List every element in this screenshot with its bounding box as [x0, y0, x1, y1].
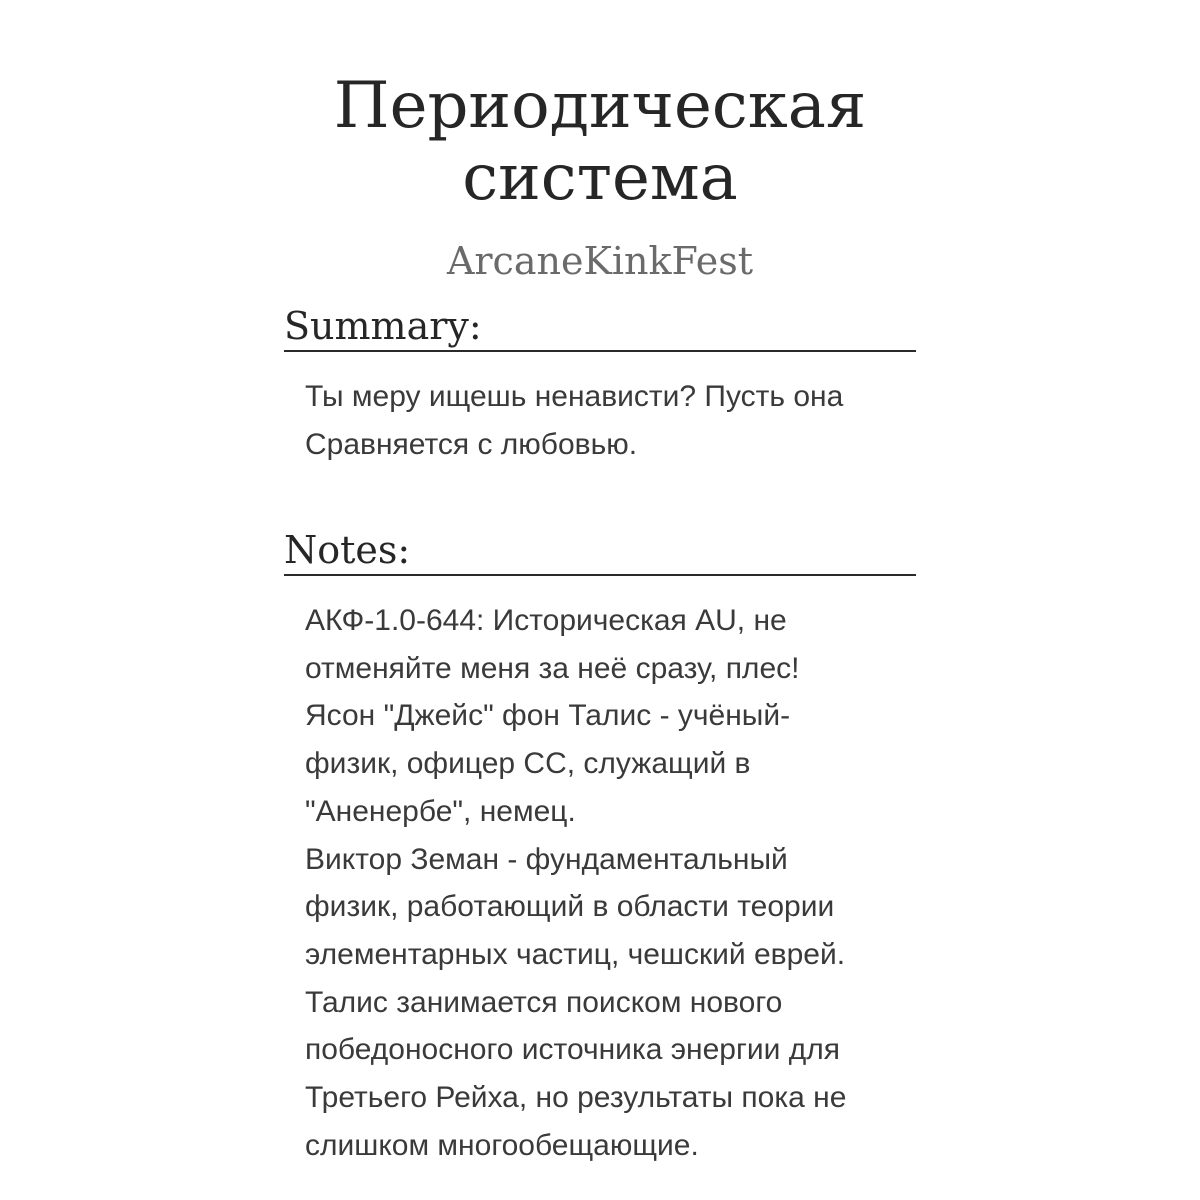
work-title [200, 70, 1000, 214]
notes-line: Талис занимается поиском нового [305, 985, 783, 1019]
notes-line: физик, офицер СС, служащий в [305, 747, 751, 781]
notes-text [305, 597, 915, 1169]
summary-text [305, 373, 915, 469]
author-name[interactable]: ArcaneKinkFest [446, 239, 754, 283]
summary-line: Ты меру ищешь ненависти? Пусть она [305, 380, 844, 413]
notes-line: слишком многообещающие. [305, 1128, 699, 1162]
notes-line: Третьего Рейха, но результаты пока не [305, 1081, 847, 1115]
summary-line: Сравняется с любовью. [305, 428, 638, 461]
notes-line: отменяйте меня за неё сразу, плес! [305, 651, 800, 685]
work-title-line: Периодическая [333, 69, 867, 143]
notes-line: физик, работающий в области теории [305, 890, 835, 924]
notes-heading: Notes: [284, 528, 916, 576]
notes-line: АКФ-1.0-644: Историческая AU, не [305, 604, 787, 637]
notes-line: Ясон "Джейс" фон Талис - учёный- [305, 699, 791, 733]
notes-line: Виктор Земан - фундаментальный [305, 842, 788, 876]
work-title-line: система [462, 141, 738, 215]
summary-heading: Summary: [284, 304, 916, 352]
notes-line: "Аненербе", немец. [305, 794, 576, 828]
notes-line: победоносного источника энергии для [305, 1033, 841, 1067]
notes-line: элементарных частиц, чешский еврей. [305, 937, 846, 971]
